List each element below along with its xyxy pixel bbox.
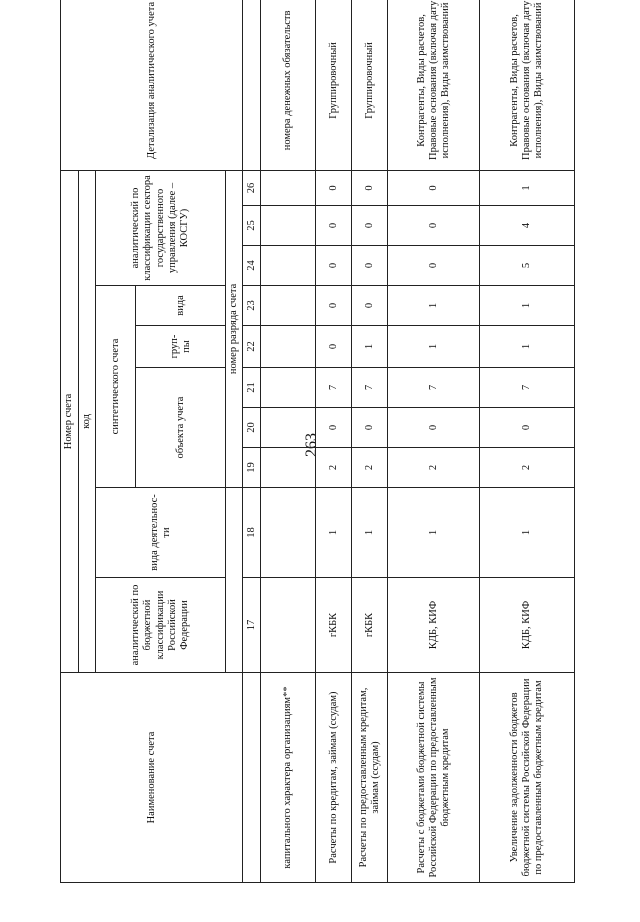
header-detail: Детализация аналитического учета (61, 0, 243, 170)
col-number-23: 23 (243, 286, 261, 326)
cell-17: гКБК (352, 578, 388, 673)
cell-19: 2 (388, 448, 480, 488)
header-synthetic: синтетического счета (96, 286, 136, 488)
cell-18 (261, 488, 316, 578)
cell-20: 0 (316, 408, 352, 448)
row-name: Увеличение задолженности бюджетов бюджетной системы Российской Федерации по предоставленным бюджетным кредитам (480, 673, 575, 883)
cell-24 (261, 246, 316, 286)
row-detail: Группировочный (352, 0, 388, 170)
cell-19: 2 (352, 448, 388, 488)
cell-22 (261, 326, 316, 368)
cell-17 (261, 578, 316, 673)
table-row (261, 0, 316, 883)
cell-20: 0 (480, 408, 575, 448)
col-number-19: 19 (243, 448, 261, 488)
row-detail: номера денежных обязательств (261, 0, 316, 170)
accounts-table (60, 0, 575, 883)
page-number: 263 (303, 433, 320, 457)
cell-25: 0 (352, 206, 388, 246)
row-name: Расчеты по кредитам, займам (ссудам) (316, 673, 352, 883)
table-row (352, 0, 388, 883)
col-number-21: 21 (243, 368, 261, 408)
cell-18: 1 (316, 488, 352, 578)
col-number-25: 25 (243, 206, 261, 246)
cell-22: 1 (480, 326, 575, 368)
header-account-object: объекта учета (136, 368, 226, 488)
cell-26: 0 (388, 170, 480, 205)
cell-21: 7 (388, 368, 480, 408)
cell-23: 1 (388, 286, 480, 326)
cell-23: 0 (316, 286, 352, 326)
header-account-number: Номер счета (61, 170, 79, 672)
cell-21: 7 (480, 368, 575, 408)
header-kosgu: аналитический по классификации сектора государственного управления (далее – КОСГУ) (96, 170, 226, 285)
cell-24: 5 (480, 246, 575, 286)
header-blank-name (243, 673, 261, 883)
cell-25: 0 (388, 206, 480, 246)
cell-23 (261, 286, 316, 326)
row-detail: Группировочный (316, 0, 352, 170)
table-row (316, 0, 352, 883)
cell-18: 1 (352, 488, 388, 578)
header-activity-type: вида деятельнос-ти (96, 488, 226, 578)
cell-21: 7 (352, 368, 388, 408)
cell-26: 0 (352, 170, 388, 205)
cell-26 (261, 170, 316, 205)
cell-22: 1 (352, 326, 388, 368)
row-name: Расчеты с бюджетами бюджетной системы Российской Федерации по предоставленным бюджетным кредитам (388, 673, 480, 883)
cell-19: 2 (480, 448, 575, 488)
col-number-20: 20 (243, 408, 261, 448)
cell-20: 0 (352, 408, 388, 448)
cell-26: 0 (316, 170, 352, 205)
cell-20 (261, 408, 316, 448)
cell-19: 2 (316, 448, 352, 488)
cell-22: 1 (388, 326, 480, 368)
cell-17: КДБ, КИФ (480, 578, 575, 673)
cell-24: 0 (352, 246, 388, 286)
cell-25: 4 (480, 206, 575, 246)
table-row (480, 0, 575, 883)
row-detail: Контрагенты, Виды расчетов, Правовые основания (включая дату исполнения), Виды заимствований (480, 0, 575, 170)
row-detail: Контрагенты, Виды расчетов, Правовые основания (включая дату исполнения), Виды заимствований (388, 0, 480, 170)
col-number-26: 26 (243, 170, 261, 205)
table-row (388, 0, 480, 883)
cell-25: 0 (316, 206, 352, 246)
cell-21: 7 (316, 368, 352, 408)
header-digit-number: номер разряда счета (226, 170, 243, 487)
row-name: капитального характера организациям** (261, 673, 316, 883)
cell-18: 1 (388, 488, 480, 578)
rotated-table-container (60, 0, 600, 883)
header-groups: груп-пы (136, 326, 226, 368)
cell-23: 1 (480, 286, 575, 326)
cell-19 (261, 448, 316, 488)
header-blank-detail (243, 0, 261, 170)
cell-18: 1 (480, 488, 575, 578)
row-name: Расчеты по предоставленным кредитам, займам (ссудам) (352, 673, 388, 883)
header-blank (226, 488, 243, 673)
col-number-17: 17 (243, 578, 261, 673)
col-number-22: 22 (243, 326, 261, 368)
cell-26: 1 (480, 170, 575, 205)
cell-20: 0 (388, 408, 480, 448)
cell-22: 0 (316, 326, 352, 368)
cell-23: 0 (352, 286, 388, 326)
cell-24: 0 (388, 246, 480, 286)
cell-24: 0 (316, 246, 352, 286)
col-number-24: 24 (243, 246, 261, 286)
header-analytic-budget: аналитический по бюджетной классификации Российской Федерации (96, 578, 226, 673)
cell-25 (261, 206, 316, 246)
cell-17: гКБК (316, 578, 352, 673)
cell-21 (261, 368, 316, 408)
header-account-name: Наименование счета (61, 673, 243, 883)
header-code: код (79, 170, 96, 672)
col-number-18: 18 (243, 488, 261, 578)
header-kind: вида (136, 286, 226, 326)
cell-17: КДБ, КИФ (388, 578, 480, 673)
